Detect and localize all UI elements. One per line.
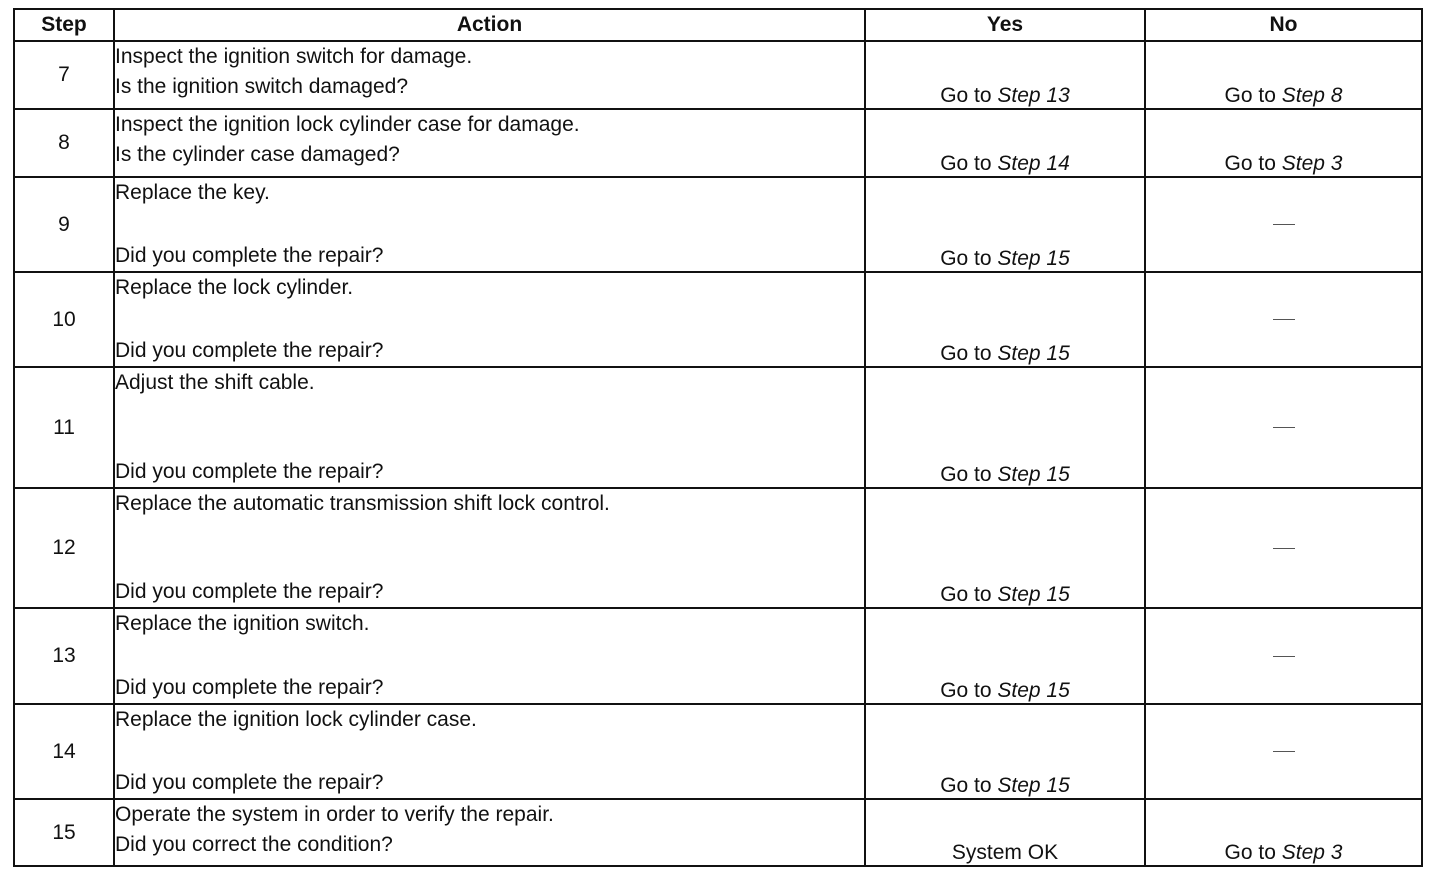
action-question: Is the ignition switch damaged? xyxy=(115,75,409,98)
action-question: Did you complete the repair? xyxy=(115,460,384,483)
table-row xyxy=(14,704,1422,799)
no-prefix: Go to xyxy=(1224,152,1282,175)
no-dash xyxy=(1273,224,1295,225)
action-instruction: Replace the lock cylinder. xyxy=(115,276,354,299)
action-question: Did you complete the repair? xyxy=(115,580,384,603)
action-instruction: Replace the automatic transmission shift lock control. xyxy=(115,492,610,515)
action-question: Did you complete the repair? xyxy=(115,771,384,794)
yes-step-ref: Step 13 xyxy=(997,84,1070,107)
no-step-ref: Step 3 xyxy=(1281,841,1343,864)
yes-result xyxy=(865,272,1145,367)
no-step-ref: Step 3 xyxy=(1281,152,1343,175)
action-instruction: Inspect the ignition switch for damage. xyxy=(115,45,473,68)
no-result xyxy=(1145,177,1422,272)
step-number: 15 xyxy=(14,799,114,866)
action-instruction: Inspect the ignition lock cylinder case for damage. xyxy=(115,113,580,136)
yes-result xyxy=(865,704,1145,799)
action-instruction: Replace the key. xyxy=(115,181,270,204)
yes-prefix: Go to xyxy=(940,152,998,175)
action-cell xyxy=(114,177,865,272)
action-cell xyxy=(114,109,865,177)
step-number: 8 xyxy=(14,109,114,177)
table-row xyxy=(14,272,1422,367)
no-prefix: Go to xyxy=(1224,841,1282,864)
yes-prefix: Go to xyxy=(940,774,998,797)
yes-step-ref: Step 15 xyxy=(997,342,1070,365)
yes-step-ref: Step 15 xyxy=(997,583,1070,606)
yes-result xyxy=(865,608,1145,704)
action-question: Did you complete the repair? xyxy=(115,339,384,362)
diagnostic-table xyxy=(13,8,1423,867)
no-dash xyxy=(1273,548,1295,549)
header-yes: Yes xyxy=(865,9,1145,41)
yes-result: System OK xyxy=(865,799,1145,866)
no-result xyxy=(1145,704,1422,799)
yes-step-ref: Step 15 xyxy=(997,463,1070,486)
action-cell xyxy=(114,272,865,367)
yes-step-ref: Step 14 xyxy=(997,152,1070,175)
action-cell xyxy=(114,488,865,608)
yes-prefix: Go to xyxy=(940,342,998,365)
header-row xyxy=(14,9,1422,41)
no-result xyxy=(1145,109,1422,177)
step-number: 10 xyxy=(14,272,114,367)
table-row xyxy=(14,109,1422,177)
yes-prefix: Go to xyxy=(940,247,998,270)
table-row xyxy=(14,799,1422,866)
action-instruction: Operate the system in order to verify the repair. xyxy=(115,803,554,826)
yes-prefix: Go to xyxy=(940,84,998,107)
no-dash xyxy=(1273,427,1295,428)
action-cell xyxy=(114,41,865,109)
no-result xyxy=(1145,608,1422,704)
action-cell xyxy=(114,704,865,799)
step-number: 12 xyxy=(14,488,114,608)
yes-step-ref: Step 15 xyxy=(997,247,1070,270)
action-cell xyxy=(114,608,865,704)
header-action: Action xyxy=(114,9,865,41)
action-question: Is the cylinder case damaged? xyxy=(115,143,400,166)
yes-prefix: Go to xyxy=(940,463,998,486)
action-question: Did you complete the repair? xyxy=(115,244,384,267)
action-cell xyxy=(114,799,865,866)
step-number: 13 xyxy=(14,608,114,704)
no-dash xyxy=(1273,751,1295,752)
table-row xyxy=(14,41,1422,109)
yes-step-ref: Step 15 xyxy=(997,679,1070,702)
yes-result xyxy=(865,41,1145,109)
no-result xyxy=(1145,41,1422,109)
step-number: 9 xyxy=(14,177,114,272)
header-step: Step xyxy=(14,9,114,41)
no-prefix: Go to xyxy=(1224,84,1282,107)
no-step-ref: Step 8 xyxy=(1281,84,1343,107)
yes-prefix: Go to xyxy=(940,679,998,702)
action-instruction: Adjust the shift cable. xyxy=(115,371,315,394)
yes-result xyxy=(865,367,1145,488)
action-cell xyxy=(114,367,865,488)
no-result xyxy=(1145,367,1422,488)
yes-prefix: Go to xyxy=(940,583,998,606)
no-result xyxy=(1145,272,1422,367)
no-result xyxy=(1145,799,1422,866)
action-instruction: Replace the ignition lock cylinder case. xyxy=(115,708,477,731)
table-row xyxy=(14,177,1422,272)
yes-step-ref: Step 15 xyxy=(997,774,1070,797)
action-question: Did you correct the condition? xyxy=(115,833,393,856)
no-dash xyxy=(1273,319,1295,320)
action-question: Did you complete the repair? xyxy=(115,676,384,699)
no-dash xyxy=(1273,656,1295,657)
table-row xyxy=(14,608,1422,704)
yes-result xyxy=(865,109,1145,177)
yes-result xyxy=(865,488,1145,608)
step-number: 7 xyxy=(14,41,114,109)
step-number: 11 xyxy=(14,367,114,488)
header-no: No xyxy=(1145,9,1422,41)
step-number: 14 xyxy=(14,704,114,799)
no-result xyxy=(1145,488,1422,608)
table-row xyxy=(14,488,1422,608)
action-instruction: Replace the ignition switch. xyxy=(115,612,370,635)
table-row xyxy=(14,367,1422,488)
yes-result xyxy=(865,177,1145,272)
